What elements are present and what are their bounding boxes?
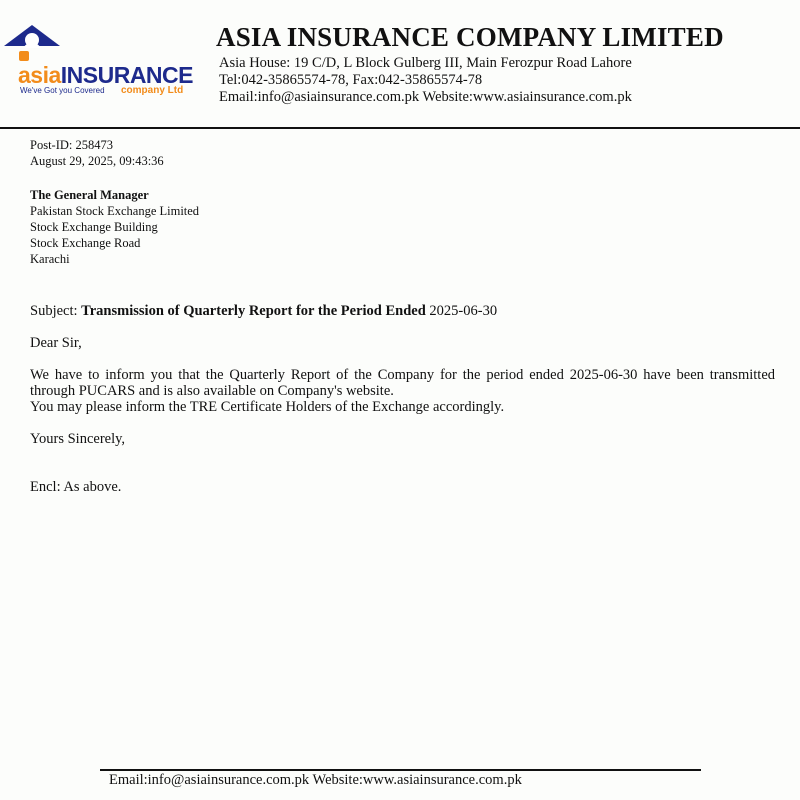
body-paragraph: We have to inform you that the Quarterly Report of the Company for the period ended 2025-06-30 have been transmitted through PUCARS and is also available on Company's website. — [30, 367, 775, 399]
logo-subline: company Ltd — [121, 85, 184, 96]
logo-tagline: We've Got you Covered — [20, 86, 105, 95]
post-id: Post-ID: 258473 — [30, 138, 113, 152]
footer-divider — [100, 769, 701, 771]
enclosure: Encl: As above. — [30, 479, 122, 495]
recipient-line: Stock Exchange Building — [30, 220, 158, 234]
subject-line — [30, 303, 497, 320]
recipient-line: Stock Exchange Road — [30, 236, 141, 250]
body-paragraph: You may please inform the TRE Certificate Holders of the Exchange accordingly. — [30, 399, 505, 415]
company-phone-fax: Tel:042-35865574-78, Fax:042-35865574-78 — [219, 72, 483, 88]
salutation: Dear Sir, — [30, 335, 82, 351]
recipient-line: Karachi — [30, 252, 70, 266]
logo-wordmark: asiaINSURANCE — [18, 62, 193, 88]
company-email-web: Email:info@asiainsurance.com.pk Website:www.asiainsurance.com.pk — [219, 89, 632, 105]
footer-email-web: Email:info@asiainsurance.com.pk Website:www.asiainsurance.com.pk — [109, 772, 522, 788]
letter-datetime: August 29, 2025, 09:43:36 — [30, 154, 164, 168]
company-name: ASIA INSURANCE COMPANY LIMITED — [216, 22, 724, 52]
letter-body — [30, 367, 775, 415]
recipient-title: The General Manager — [30, 188, 149, 202]
closing: Yours Sincerely, — [30, 431, 126, 447]
subject-text: Transmission of Quarterly Report for the Period Ended — [81, 303, 426, 319]
recipient-line: Pakistan Stock Exchange Limited — [30, 204, 200, 218]
subject-date: 2025-06-30 — [429, 303, 498, 319]
header-divider — [0, 127, 800, 129]
company-address: Asia House: 19 C/D, L Block Gulberg III, Main Ferozpur Road Lahore — [219, 55, 632, 71]
company-logo — [2, 22, 192, 100]
subject-label: Subject: — [30, 303, 78, 319]
